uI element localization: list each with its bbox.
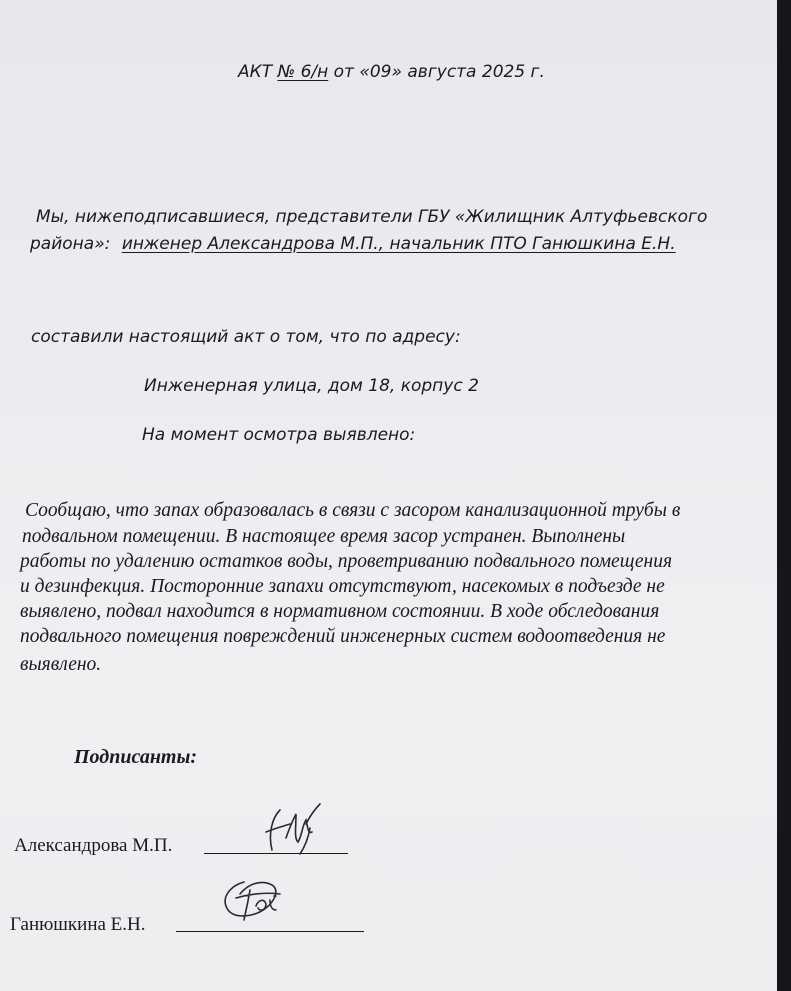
body-line-3: работы по удалению остатков воды, проветриванию подвального помещения bbox=[20, 551, 673, 572]
intro-line-2-prefix: района»: bbox=[30, 234, 111, 254]
signature-line-second bbox=[176, 931, 364, 932]
signatory-second-name: Ганюшкина Е.Н. bbox=[10, 914, 146, 935]
statement-text: составили настоящий акт о том, что по адресу: bbox=[31, 327, 461, 347]
body-line-1: Сообщаю, что запах образовалась в связи с засором канализационной трубы в bbox=[25, 500, 681, 521]
address-text: Инженерная улица, дом 18, корпус 2 bbox=[144, 376, 479, 396]
intro-line-1: Мы, нижеподписавшиеся, представители ГБУ «Жилищник Алтуфьевского bbox=[36, 207, 708, 227]
intro-line-2 bbox=[30, 234, 676, 254]
act-title-prefix: АКТ bbox=[238, 62, 273, 82]
body-line-5: выявлено, подвал находится в нормативном состоянии. В ходе обследования bbox=[20, 601, 660, 622]
signatories-heading: Подписанты: bbox=[74, 746, 198, 768]
body-line-7: выявлено. bbox=[20, 654, 102, 675]
intro-line-2-names: инженер Александрова М.П., начальник ПТО Ганюшкина Е.Н. bbox=[121, 234, 676, 254]
act-title bbox=[238, 62, 545, 82]
body-line-6: подвального помещения повреждений инженерных систем водоотведения не bbox=[20, 626, 666, 647]
signatory-first-name: Александрова М.П. bbox=[14, 835, 173, 856]
photo-background-edge bbox=[777, 0, 791, 991]
signature-first-icon bbox=[250, 798, 330, 856]
signature-second-icon bbox=[210, 876, 296, 930]
body-line-2: подвальном помещении. В настоящее время засор устранен. Выполнены bbox=[22, 526, 626, 547]
inspection-heading: На момент осмотра выявлено: bbox=[142, 425, 416, 445]
act-date: от «09» августа 2025 г. bbox=[333, 62, 545, 82]
act-number: № 6/н bbox=[277, 62, 329, 82]
body-line-4: и дезинфекция. Посторонние запахи отсутствуют, насекомых в подъезде не bbox=[20, 576, 665, 597]
